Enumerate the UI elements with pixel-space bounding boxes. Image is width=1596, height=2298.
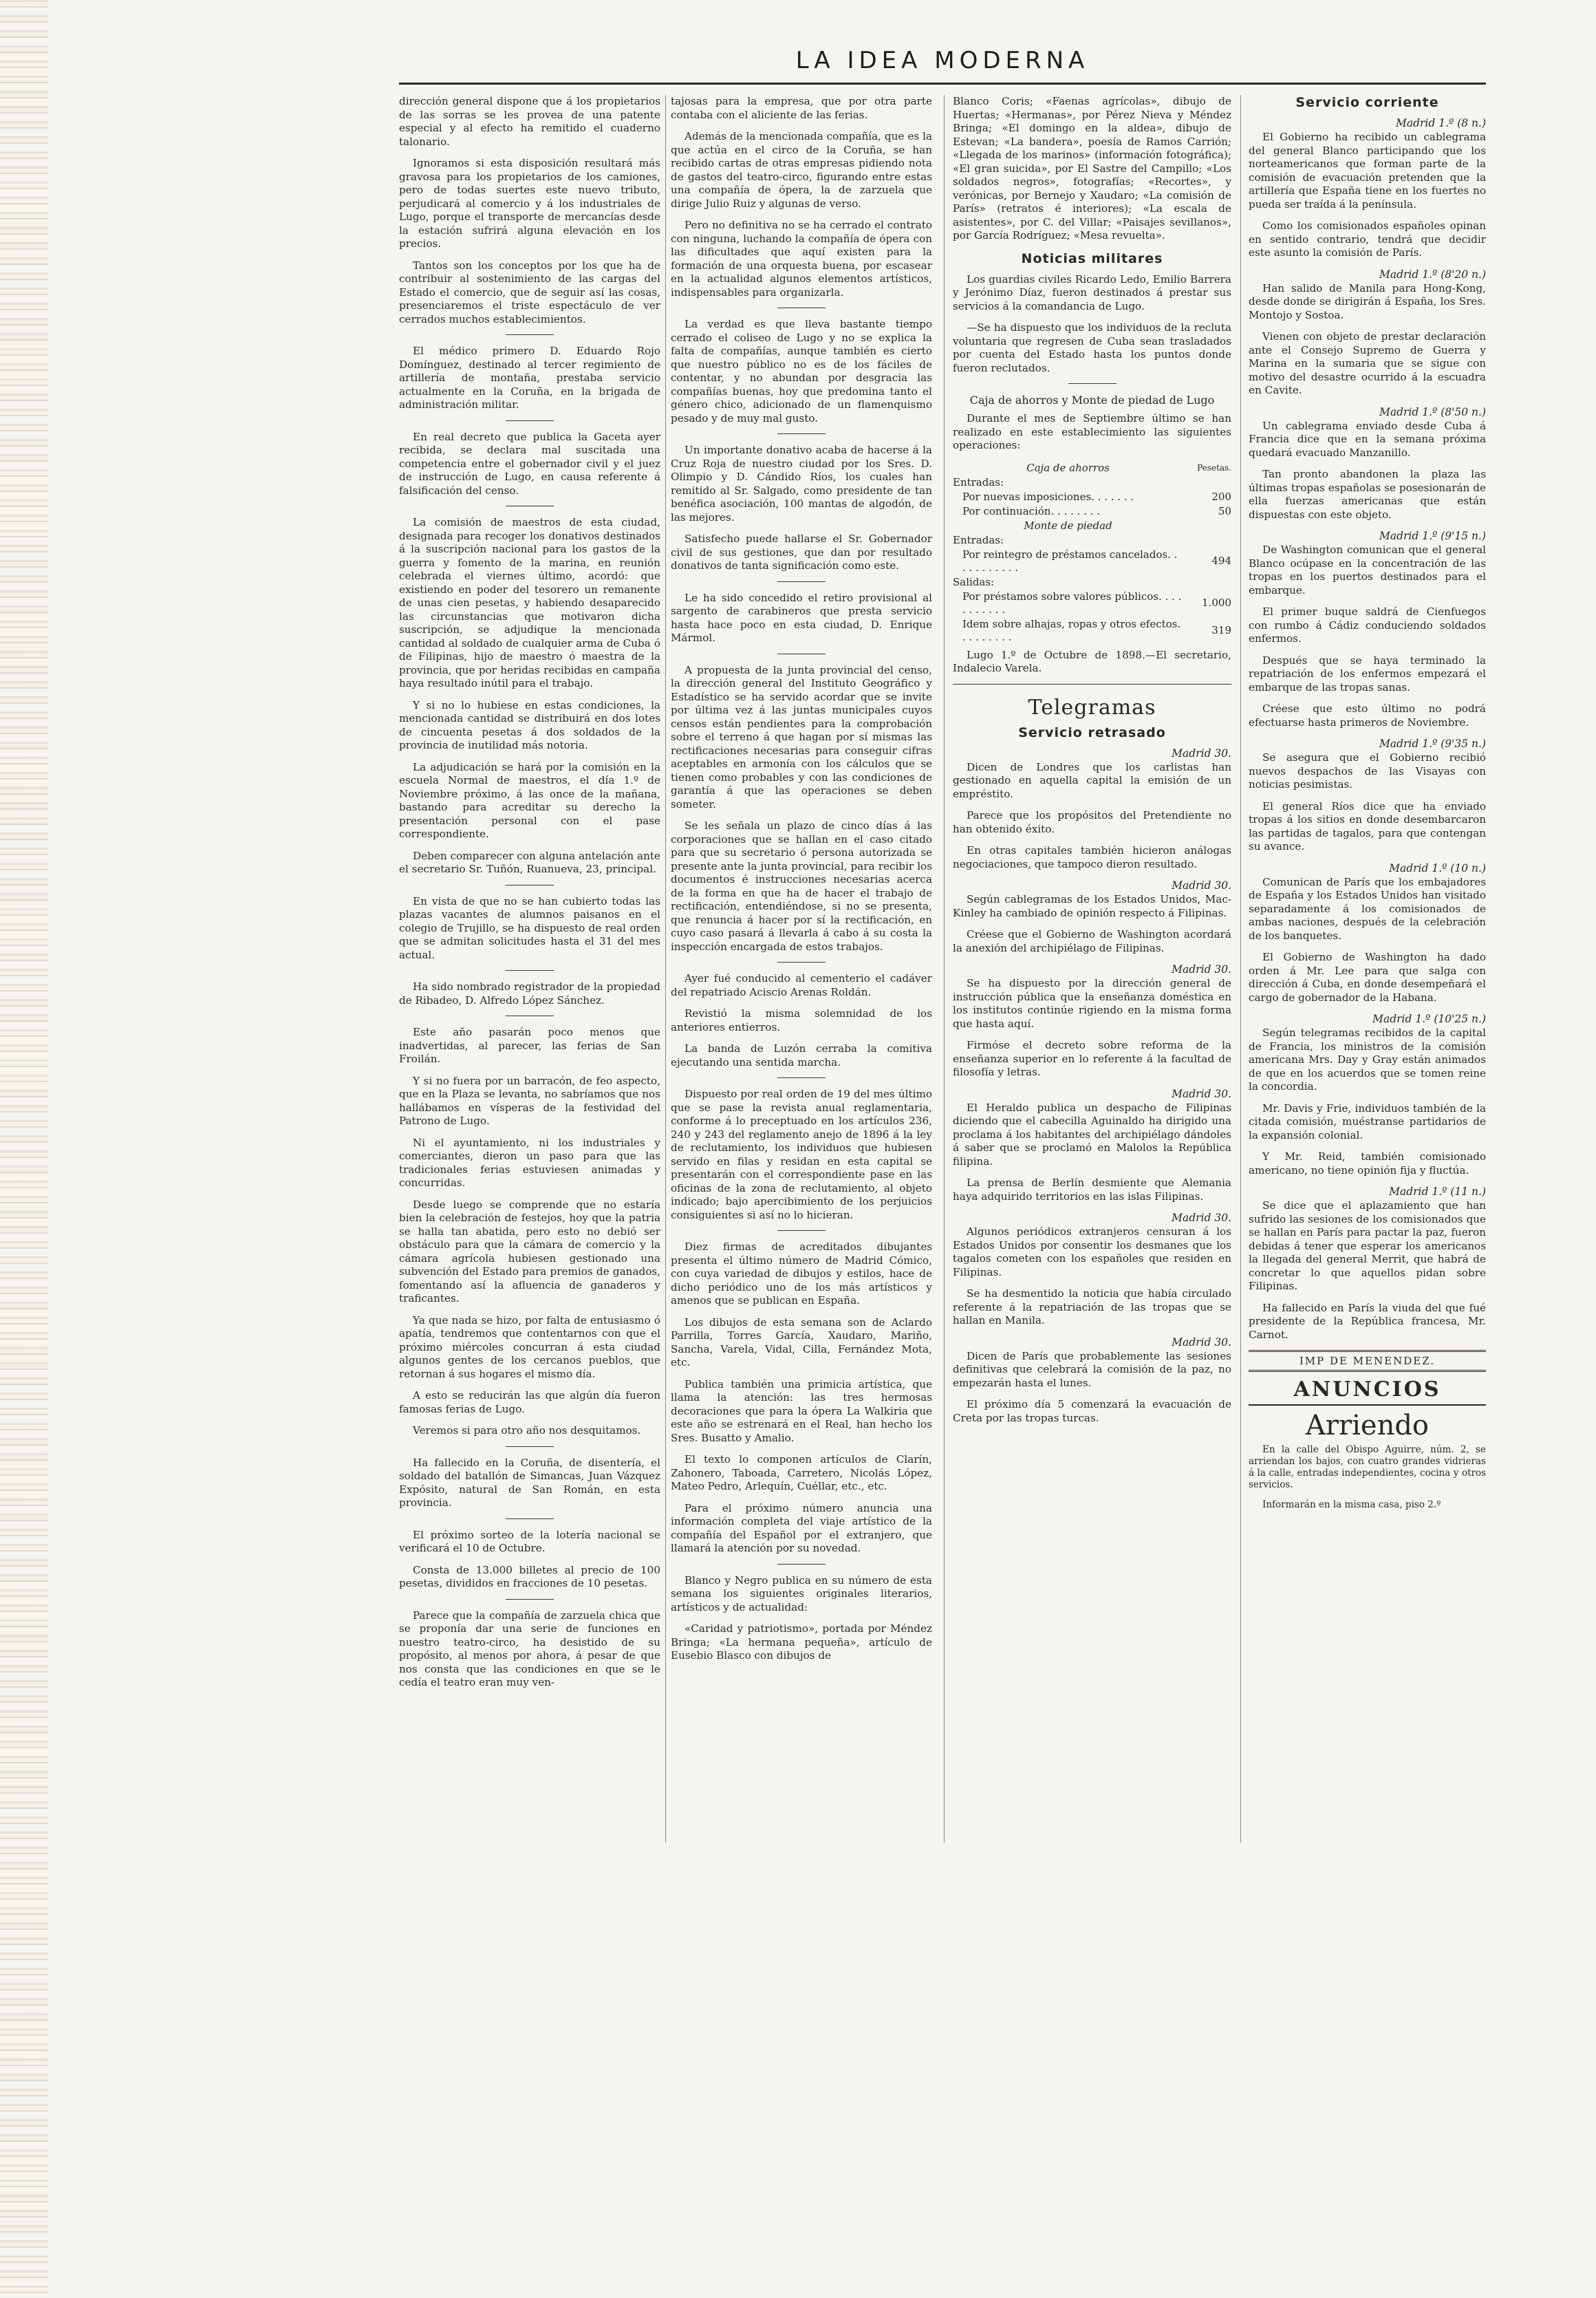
article-paragraph: Satisfecho puede hallarse el Sr. Gobernador civil de sus gestiones, que dan por resultado donativos de tanta significación como este. — [671, 533, 932, 572]
telegram-paragraph: Dicen de París que probablemente las sesiones definitivas que celebrará la comisión de la paz, no empezarán hasta el lunes. — [953, 1349, 1231, 1389]
telegram-dateline: Madrid 1.º (9'15 n.) — [1379, 530, 1486, 542]
separator — [506, 1599, 554, 1600]
article-paragraph: Este año pasarán poco menos que inadvertidas, al parecer, las ferias de San Froilán. — [399, 1026, 660, 1065]
telegram-paragraph: Tan pronto abandonen la plaza las últimas tropas españolas se posesionarán de ella fuerzas americanas que están dispuestas con este objeto. — [1249, 468, 1486, 521]
caja-row-value: 1.000 — [1202, 597, 1231, 609]
telegram-paragraph: La prensa de Berlín desmiente que Alemania haya adquirido territorios en las islas Filipinas. — [953, 1177, 1231, 1203]
telegram-paragraph: El general Ríos dice que ha enviado tropas á los sitios en donde desembarcaron las partidas de tagalos, para que contengan su avance. — [1249, 799, 1486, 852]
article-paragraph: Los dibujos de esta semana son de Aclardo Parrilla, Torres García, Xaudaro, Mariño, Sancha, Varela, Vidal, Cilla, Fernández Mota, etc. — [671, 1316, 932, 1368]
caja-row-label: Idem sobre alhajas, ropas y otros efectos. . . . . . . . . — [962, 617, 1181, 643]
telegram-paragraph: Dicen de Londres que los carlistas han gestionado en aquella capital la emisión de un empréstito. — [953, 760, 1231, 800]
caja-heading: Caja de ahorros y Monte de piedad de Lugo — [969, 394, 1215, 407]
article-paragraph: Dispuesto por real orden de 19 del mes último que se pase la revista anual reglamentaria, conforme á lo preceptuado en los artículos 236, 240 y 243 del reglamento anejo de 1896 á la ley de reclutamiento, los individuos que hubiesen servido en filas y residan en esta capital se presentarán con el correspondiente pase en las oficinas de la zona de reclutamiento, al objeto indicado; bajo apercibimiento de los perjuicios consiguientes si así no lo hicieran. — [671, 1088, 932, 1221]
article-paragraph: La verdad es que lleva bastante tiempo cerrado el coliseo de Lugo y no se explica la falta de compañías, aunque también es cierto que nuestro público no es de los fáciles de contentar, y no abundan por desgracia las compañías buenas, hoy que predomina tanto el género chico, adicionado de un flamenquismo pesado y de muy mal gusto. — [671, 318, 932, 425]
telegram-dateline: Madrid 1.º (10 n.) — [1389, 861, 1486, 874]
separator — [777, 581, 826, 582]
arriendo-info: Informarán en la misma casa, piso 2.º — [1262, 1499, 1441, 1510]
telegram-dateline: Madrid 30. — [1172, 1212, 1231, 1224]
caja-row-value: 50 — [1218, 504, 1231, 517]
article-paragraph: Un importante donativo acaba de hacerse á la Cruz Roja de nuestro ciudad por los Sres. D. Olimpio y D. Cándido Ríos, los cuales han remitido al Sr. Salgado, como presidente de tan benéfica asociación, 100 mantas de algodón, de las mejores. — [671, 444, 932, 524]
article-paragraph: Ya que nada se hizo, por falta de entusiasmo ó apatía, tendremos que contentarnos con que el próximo miércoles concurran á esta ciudad algunos gentes de los cercanos pueblos, que retornan á sus hogares el mismo día. — [399, 1313, 660, 1380]
noticias-militares-heading: Noticias militares — [1021, 250, 1163, 266]
separator — [777, 1230, 826, 1231]
article-paragraph: Veremos si para otro año nos desquitamos. — [413, 1424, 641, 1437]
caja-subheading: Caja de ahorros — [1026, 461, 1110, 474]
telegram-paragraph: Vienen con objeto de prestar declaración ante el Consejo Supremo de Guerra y Marina en la sumaria que se sigue con motivo del desastre ocurrido á la escuadra en Cavite. — [1249, 330, 1486, 396]
article-paragraph: La comisión de maestros de esta ciudad, designada para recoger los donativos destinados á la suscripción nacional para los gastos de la guerra y fomento de la marina, en reunión celebrada el viernes último, acordó: que existiendo en poder del tesorero un remanente de unas cien pesetas, y habiendo desaparecido las circunstancias que motivaron dicha suscripción, se adjudique la mencionada cantidad al soldado de cualquier arma de Cuba ó de Filipinas, hijo de maestro ó maestra de la provincia, que por heridas recibidas en campaña haya resultado inútil para el trabajo. — [399, 516, 660, 689]
column-4 — [1249, 95, 1486, 1519]
telegram-paragraph: El Heraldo publica un despacho de Filipinas diciendo que el cabecilla Aguinaldo ha dirigido una proclama á los habitantes del archipiélago dándoles á saber que se proclamó en Malolos la República filipina. — [953, 1101, 1231, 1168]
article-paragraph: Ni el ayuntamiento, ni los industriales y comerciantes, dieron un paso para que las tradicionales ferias estuviesen animadas y concurridas. — [399, 1136, 660, 1189]
monte-subheading: Monte de piedad — [1024, 519, 1112, 532]
telegram-dateline: Madrid 1.º (11 n.) — [1389, 1185, 1486, 1198]
article-paragraph: Deben comparecer con alguna antelación ante el secretario Sr. Tuñón, Ruanueva, 23, principal. — [399, 849, 660, 875]
telegram-paragraph: Se ha dispuesto por la dirección general de instrucción pública que la enseñanza doméstica en los institutos continúe rigiendo en la misma forma que hasta aquí. — [953, 977, 1231, 1030]
telegram-paragraph: Han salido de Manila para Hong-Kong, desde donde se dirigirán á España, los Sres. Montojo y Sostoa. — [1249, 281, 1486, 321]
article-paragraph: Diez firmas de acreditados dibujantes presenta el último número de Madrid Cómico, con cuya variedad de dibujos y estilos, hace de dicho periódico uno de los más artísticos y amenos que se publican en España. — [671, 1241, 932, 1307]
column-1 — [399, 95, 660, 1698]
article-paragraph: Publica también una primicia artística, que llama la atención: las tres hermosas decoraciones que para la ópera La Walkiria que este año se estrenará en el Real, han hecho los Sres. Busatto y Amalio. — [671, 1377, 932, 1444]
article-paragraph: tajosas para la empresa, que por otra parte contaba con el aliciente de las ferias. — [671, 95, 932, 121]
telegram-paragraph: Ha fallecido en París la viuda del que fué presidente de la República francesa, Mr. Carnot. — [1249, 1301, 1486, 1341]
telegram-paragraph: Y Mr. Reid, también comisionado americano, no tiene opinión fija y fluctúa. — [1249, 1150, 1486, 1177]
anuncios-heading: ANUNCIOS — [1249, 1377, 1486, 1406]
article-paragraph: Los guardias civiles Ricardo Ledo, Emilio Barrera y Jerónimo Díaz, fueron destinados á prestar sus servicios á la comandancia de Lugo. — [953, 272, 1231, 312]
telegram-paragraph: Firmóse el decreto sobre reforma de la enseñanza superior en lo referente á la facultad de filosofía y letras. — [953, 1039, 1231, 1078]
telegram-dateline: Madrid 30. — [1172, 963, 1231, 976]
caja-label: Entradas: — [953, 533, 1004, 546]
article-paragraph: El médico primero D. Eduardo Rojo Domínguez, destinado al tercer regimiento de artillería de montaña, prestaba servicio actualmente en la Coruña, en la brigada de administración militar. — [399, 345, 660, 411]
article-paragraph: Además de la mencionada compañía, que es la que actúa en el circo de la Coruña, se han recibido cartas de otras empresas pidiendo nota de gastos del teatro-circo, figurando entre estas una compañía de ópera, la de zarzuela que dirige Julio Ruiz y algunas de verso. — [671, 130, 932, 210]
telegram-dateline: Madrid 1.º (10'25 n.) — [1372, 1013, 1486, 1025]
telegram-dateline: Madrid 1.º (8 n.) — [1395, 117, 1486, 129]
telegram-dateline: Madrid 1.º (8'20 n.) — [1379, 268, 1486, 281]
printer-imprint: IMP DE MENENDEZ. — [1249, 1350, 1486, 1372]
article-paragraph: Revistió la misma solemnidad de los anteriores entierros. — [671, 1007, 932, 1033]
article-paragraph: El texto lo componen artículos de Clarín, Zahonero, Taboada, Carretero, Nicolás López, Mateo Pedro, Arlequín, Cuéllar, etc., etc. — [671, 1453, 932, 1492]
article-paragraph: En vista de que no se han cubierto todas las plazas vacantes de alumnos paisanos en el colegio de Trujillo, se ha dispuesto de real orden que se admitan solicitudes hasta el 31 del mes actual. — [399, 894, 660, 961]
telegram-paragraph: En otras capitales también hicieron análogas negociaciones, que tampoco dieron resultado. — [953, 844, 1231, 870]
telegram-dateline: Madrid 1.º (9'35 n.) — [1379, 738, 1486, 750]
telegram-paragraph: Se dice que el aplazamiento que han sufrido las sesiones de los comisionados que se hallan en París para pactar la paz, fueron debidas á tener que esperar los americanos la llegada del general Merrit, que habrá de concretar lo que aquellos pidan sobre Filipinas. — [1249, 1199, 1486, 1292]
telegram-paragraph: Como los comisionados españoles opinan en sentido contrario, tendrá que decidir este asunto la comisión de París. — [1249, 219, 1486, 259]
column-divider — [944, 95, 945, 1843]
telegram-paragraph: Créese que el Gobierno de Washington acordará la anexión del archipiélago de Filipinas. — [953, 928, 1231, 954]
telegram-paragraph: Después que se haya terminado la repatriación de los enfermos empezará el embarque de las tropas sanas. — [1249, 654, 1486, 694]
caja-closing: Lugo 1.º de Octubre de 1898.—El secretario, Indalecio Varela. — [953, 648, 1231, 674]
separator — [777, 962, 826, 963]
caja-row-label: Por reintegro de préstamos cancelados. . . . . . . . . . . — [962, 548, 1178, 574]
article-paragraph: La adjudicación se hará por la comisión en la escuela Normal de maestros, el día 1.º de Noviembre próximo, á las once de la mañana, bastando para acreditar su derecho la presentación personal con el pase correspondiente. — [399, 760, 660, 840]
separator — [506, 334, 554, 335]
article-paragraph: Desde luego se comprende que no estaría bien la celebración de festejos, hoy que la patria se halla tan abatida, pero esto no debió ser obstáculo para que la cámara de comercio y la cámara agrícola hubiesen gestionado una subvención del Estado para premios de ganados, fomentando así la afluencia de ganaderos y traficantes. — [399, 1198, 660, 1304]
servicio-corriente-heading: Servicio corriente — [1295, 95, 1439, 110]
article-paragraph: En real decreto que publica la Gaceta ayer recibida, se declara mal suscitada una competencia entre el gobernador civil y el juez de instrucción de Lugo, en causa referente á falsificación del censo. — [399, 430, 660, 497]
telegram-paragraph: Mr. Davis y Frie, individuos también de la citada comisión, muéstranse partidarios de la expansión colonial. — [1249, 1102, 1486, 1141]
telegram-paragraph: Parece que los propósitos del Pretendiente no han obtenido éxito. — [953, 809, 1231, 835]
separator — [953, 684, 1231, 685]
telegram-dateline: Madrid 30. — [1172, 1335, 1231, 1349]
telegram-paragraph: El Gobierno de Washington ha dado orden á Mr. Lee para que salga con dirección á Cuba, en donde desempeñará el cargo de gobernador de la Habana. — [1249, 951, 1486, 1004]
telegram-paragraph: Se ha desmentido la noticia que había circulado referente á la repatriación de las tropas que se hallan en Manila. — [953, 1287, 1231, 1327]
caja-row-label: Por nuevas imposiciones. . . . . . . — [962, 490, 1134, 503]
article-paragraph: Ignoramos si esta disposición resultará más gravosa para los propietarios de los camiones, pero de todas suertes este nuevo tributo, perjudicará al comercio y á los industriales de Lugo, porque el transporte de mercancías desde la estación sufrirá alguna elevación en los precios. — [399, 157, 660, 250]
article-paragraph: El próximo sorteo de la lotería nacional se verificará el 10 de Octubre. — [399, 1528, 660, 1554]
separator — [506, 1446, 554, 1447]
article-paragraph: Ayer fué conducido al cementerio el cadáver del repatriado Aciscio Arenas Roldán. — [671, 972, 932, 998]
article-paragraph: Ha sido nombrado registrador de la propiedad de Ribadeo, D. Alfredo López Sánchez. — [399, 980, 660, 1007]
servicio-retrasado-heading: Servicio retrasado — [1018, 724, 1166, 740]
separator — [777, 433, 826, 434]
pesetas-header: Pesetas. — [1197, 462, 1231, 473]
article-paragraph: Se les señala un plazo de cinco días á las corporaciones que se hallan en el caso citado para que su secretario ó persona autorizada se presente ante la junta provincial, para recibir los documentos é instrucciones necesarias acerca de la forma en que ha de hacer el trabajo de rectificación, entendiéndose, si no se presenta, que renuncia á hacer por sí la rectificación, en cuyo caso pasará á llevarla á cabo á su costa la inspección encargada de estos trabajos. — [671, 819, 932, 953]
caja-intro: Durante el mes de Septiembre último se han realizado en este establecimiento las siguientes operaciones: — [953, 412, 1231, 451]
telegram-paragraph: Un cablegrama enviado desde Cuba á Francia dice que en la semana próxima quedará evacuado Manzanillo. — [1249, 419, 1486, 459]
arriendo-heading: Arriendo — [1305, 1410, 1430, 1441]
article-paragraph: Para el próximo número anuncia una información completa del viaje artístico de la compañía del Español por el extranjero, que llamará la atención por su novedad. — [671, 1501, 932, 1554]
column-3 — [953, 95, 1231, 1433]
caja-row-value: 200 — [1211, 490, 1231, 503]
separator — [777, 1077, 826, 1078]
article-paragraph: dirección general dispone que á los propietarios de las sorras se les provea de una patente especial y al efecto ha remitido el cuaderno talonario. — [399, 95, 660, 148]
telegram-paragraph: Algunos periódicos extranjeros censuran á los Estados Unidos por consentir los desmanes que los tagalos cometen con los españoles que residen en Filipinas. — [953, 1225, 1231, 1278]
caja-label: Salidas: — [953, 575, 995, 588]
telegram-paragraph: Créese que esto último no podrá efectuarse hasta primeros de Noviembre. — [1249, 702, 1486, 729]
article-paragraph: Pero no definitiva no se ha cerrado el contrato con ninguna, luchando la compañía de ópera con las dificultades que aquí existen para la formación de una orquesta buena, por escasear en la actualidad algunos elementos artísticos, indispensables para organizarla. — [671, 219, 932, 299]
telegram-paragraph: El próximo día 5 comenzará la evacuación de Creta por las tropas turcas. — [953, 1398, 1231, 1424]
caja-row-value: 494 — [1211, 555, 1231, 567]
telegram-dateline: Madrid 30. — [1172, 747, 1231, 760]
article-paragraph: Y si no fuera por un barracón, de feo aspecto, que en la Plaza se levanta, no sabríamos que nos hallábamos en vísperas de la festividad del Patrono de Lugo. — [399, 1074, 660, 1127]
article-paragraph: A esto se reducirán las que algún día fueron famosas ferias de Lugo. — [399, 1389, 660, 1415]
telegram-paragraph: El Gobierno ha recibido un cablegrama del general Blanco participando que los norteamericanos que forman parte de la comisión de evacuación pretenden que la artillería que España tiene en los fuertes no pueda ser traída á la península. — [1249, 131, 1486, 211]
telegram-paragraph: El primer buque saldrá de Cienfuegos con rumbo á Cádiz conduciendo soldados enfermos. — [1249, 605, 1486, 645]
caja-row-label: Por continuación. . . . . . . . — [962, 504, 1101, 517]
article-paragraph: Tantos son los conceptos por los que ha de contribuir al sostenimiento de las cargas del Estado el comercio, que de seguir así las cosas, presenciaremos el triste espectáculo de ver cerrados muchos establecimientos. — [399, 259, 660, 325]
arriendo-text: En la calle del Obispo Aguirre, núm. 2, se arriendan los bajos, con cuatro grandes vidrieras á la calle, entradas independientes, cocina y otros servicios. — [1249, 1444, 1486, 1490]
article-paragraph: Blanco y Negro publica en su número de esta semana los siguientes originales literarios, artísticos y de actualidad: — [671, 1574, 932, 1613]
telegram-paragraph: Se asegura que el Gobierno recibió nuevos despachos de las Visayas con noticias pesimistas. — [1249, 751, 1486, 791]
column-divider — [665, 95, 666, 1843]
telegram-paragraph: Comunican de París que los embajadores de España y los Estados Unidos han visitado separadamente á los comisionados de ambas naciones, después de la celebración de los banquetes. — [1249, 875, 1486, 942]
article-paragraph: «Caridad y patriotismo», portada por Méndez Bringa; «La hermana pequeña», artículo de Eusebio Blasco con dibujos de — [671, 1622, 932, 1662]
column-2 — [671, 95, 932, 1671]
article-paragraph: Le ha sido concedido el retiro provisional al sargento de carabineros que presta servicio hasta hace poco en esta ciudad, D. Enrique Mármol. — [671, 591, 932, 644]
caja-row-value: 319 — [1211, 624, 1231, 636]
article-paragraph: Y si no lo hubiese en estas condiciones, la mencionada cantidad se distribuirá en dos lotes de cincuenta pesetas á dos soldados de la provincia de inutilidad más notoria. — [399, 698, 660, 751]
caja-row-label: Por préstamos sobre valores públicos. . . . . . . . . . . — [962, 590, 1182, 616]
separator — [1068, 383, 1117, 384]
separator — [506, 420, 554, 421]
telegram-paragraph: De Washington comunican que el general Blanco ocúpase en la concentración de las tropas en los puertos destinados para el embarque. — [1249, 544, 1486, 597]
telegram-dateline: Madrid 30. — [1172, 879, 1231, 892]
masthead-title: LA IDEA MODERNA — [795, 47, 1090, 74]
telegram-dateline: Madrid 30. — [1172, 1087, 1231, 1100]
article-paragraph: Ha fallecido en la Coruña, de disentería, el soldado del batallón de Simancas, Juan Vázquez Expósito, natural de San Román, en esta provincia. — [399, 1456, 660, 1509]
article-paragraph: Blanco Coris; «Faenas agrícolas», dibujo de Huertas; «Hermanas», por Pérez Nieva y Méndez Bringa; «El domingo en la aldea», dibujo de Estevan; «La bandera», poesía de Ramos Carrión; «Llegada de los marinos» (información fotográfica); «El gran suicida», por El Sastre del Campillo; «Los soldados negros», fotografías; «Recortes», y verónicas, por Bernejo y Xaudaro; «La comisión de París» (retratos é interiores); «La escala de asistentes», por C. del Villar; «Paisajes sevillanos», por García Rodríguez; «Mesa revuelta». — [953, 95, 1231, 241]
article-paragraph: La banda de Luzón cerraba la comitiva ejecutando una sentida marcha. — [671, 1042, 932, 1069]
separator — [506, 970, 554, 971]
telegram-paragraph: Según telegramas recibidos de la capital de Francia, los ministros de la comisión americana Mrs. Day y Gray están animados de que en los acuerdos que se tomen reine la concordia. — [1249, 1027, 1486, 1093]
separator — [506, 1518, 554, 1519]
telegram-paragraph: Según cablegramas de los Estados Unidos, Mac-Kinley ha cambiado de opinión respecto á Filipinas. — [953, 893, 1231, 919]
article-paragraph: —Se ha dispuesto que los individuos de la recluta voluntaria que regresen de Cuba sean trasladados por cuenta del Estado hasta los puntos donde fueron reclutados. — [953, 321, 1231, 374]
caja-table — [953, 461, 1231, 645]
article-paragraph: Parece que la compañía de zarzuela chica que se proponía dar una serie de funciones en nuestro teatro-circo, ha desistido de su propósito, al menos por ahora, á pesar de que nos consta que las condiciones en que se le cedía el teatro eran muy ven- — [399, 1609, 660, 1688]
masthead-rule — [399, 83, 1486, 85]
article-paragraph: A propuesta de la junta provincial del censo, la dirección general del Instituto Geográfico y Estadístico se ha servido acordar que se invite por última vez á las juntas municipales cuyos censos están pendientes para la comprobación sobre el terreno á que hagan por sí mismas las rectificaciones necesarias para conseguir cifras aceptables en armonía con los cálculos que se tienen como probables y con las condiciones de garantía á que las operaciones se deben someter. — [671, 663, 932, 810]
caja-label: Entradas: — [953, 475, 1004, 488]
page-binding-edge — [0, 0, 48, 2298]
column-divider — [1240, 95, 1241, 1843]
article-paragraph: Consta de 13.000 billetes al precio de 100 pesetas, divididos en fracciones de 10 pesetas. — [399, 1563, 660, 1589]
separator — [777, 1564, 826, 1565]
telegramas-heading: Telegramas — [1028, 695, 1156, 720]
telegram-dateline: Madrid 1.º (8'50 n.) — [1379, 405, 1486, 418]
